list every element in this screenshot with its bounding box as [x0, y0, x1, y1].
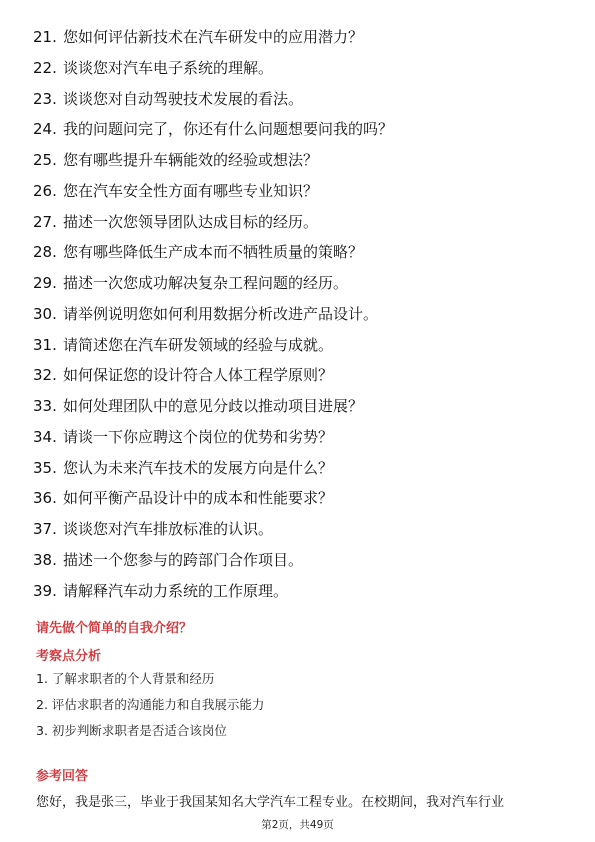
question-title: 请先做个简单的自我介绍？ [36, 621, 193, 636]
question-item [33, 272, 573, 303]
question-text: 谈谈您对汽车电子系统的理解。 [63, 58, 274, 77]
analysis-item: 3. 初步判断求职者是否适合该岗位 [36, 723, 227, 738]
question-text: 您有哪些降低生产成本而不牺牲质量的策略？ [63, 243, 364, 262]
question-text: 如何处理团队中的意见分歧以推动项目进展？ [63, 397, 364, 415]
question-item [33, 457, 573, 488]
question-number: 33. [33, 397, 57, 415]
question-number: 24. [33, 120, 57, 139]
question-number: 34. [33, 427, 57, 446]
question-item [33, 303, 573, 334]
question-number: 35. [33, 458, 57, 477]
question-number: 28. [33, 243, 57, 262]
question-item [33, 149, 573, 180]
answer-title: 参考回答 [36, 769, 89, 784]
question-text: 描述一次您领导团队达成目标的经历。 [63, 212, 319, 231]
question-text: 请解释汽车动力系统的工作原理。 [63, 581, 289, 600]
question-number: 23. [33, 89, 57, 108]
question-text: 请举例说明您如何利用数据分析改进产品设计。 [63, 304, 379, 323]
question-text: 谈谈您对汽车排放标准的认识。 [63, 520, 274, 538]
question-number: 39. [33, 581, 57, 600]
question-item [33, 88, 573, 119]
question-item [33, 487, 573, 518]
question-number: 30. [33, 304, 57, 323]
answer-text: 您好，我是张三，毕业于我国某知名大学汽车工程专业。在校期间，我对汽车行业 [36, 795, 505, 810]
question-list [33, 26, 573, 610]
analysis-list [36, 671, 566, 749]
question-item [33, 580, 573, 611]
question-text: 我的问题问完了，你还有什么问题想要问我的吗？ [63, 120, 394, 139]
question-text: 如何保证您的设计符合人体工程学原则？ [63, 366, 334, 385]
question-number: 38. [33, 550, 57, 569]
question-item [33, 518, 573, 549]
question-text: 您如何评估新技术在汽车研发中的应用潜力？ [63, 28, 364, 46]
question-item [33, 241, 573, 272]
analysis-title: 考察点分析 [36, 649, 102, 664]
question-item [33, 118, 573, 149]
question-item [33, 57, 573, 88]
question-number: 25. [33, 151, 57, 169]
question-text: 谈谈您对自动驾驶技术发展的看法。 [63, 89, 304, 108]
analysis-item: 2. 评估求职者的沟通能力和自我展示能力 [36, 697, 265, 712]
question-item [33, 549, 573, 580]
question-number: 27. [33, 212, 57, 231]
analysis-item: 1. 了解求职者的个人背景和经历 [36, 671, 215, 686]
question-number: 29. [33, 274, 57, 292]
question-number: 37. [33, 520, 57, 538]
question-item [33, 364, 573, 395]
question-item [33, 395, 573, 426]
question-text: 请谈一下你应聘这个岗位的优势和劣势？ [63, 427, 334, 446]
question-number: 36. [33, 489, 57, 508]
page-number: 第2页，共49页 [261, 819, 334, 831]
question-text: 描述一个您参与的跨部门合作项目。 [63, 550, 304, 569]
question-text: 您在汽车安全性方面有哪些专业知识？ [63, 181, 319, 200]
question-item [33, 211, 573, 242]
question-text: 描述一次您成功解决复杂工程问题的经历。 [63, 274, 349, 292]
question-text: 如何平衡产品设计中的成本和性能要求？ [63, 489, 334, 508]
question-text: 请简述您在汽车研发领域的经验与成就。 [63, 335, 334, 354]
question-number: 21. [33, 28, 57, 46]
question-text: 您认为未来汽车技术的发展方向是什么？ [63, 458, 334, 477]
question-number: 31. [33, 335, 57, 354]
question-item [33, 334, 573, 365]
question-number: 32. [33, 366, 57, 385]
question-text: 您有哪些提升车辆能效的经验或想法？ [63, 151, 319, 169]
question-item [33, 26, 573, 57]
question-item [33, 180, 573, 211]
question-item [33, 426, 573, 457]
question-number: 26. [33, 181, 57, 200]
question-number: 22. [33, 58, 57, 77]
